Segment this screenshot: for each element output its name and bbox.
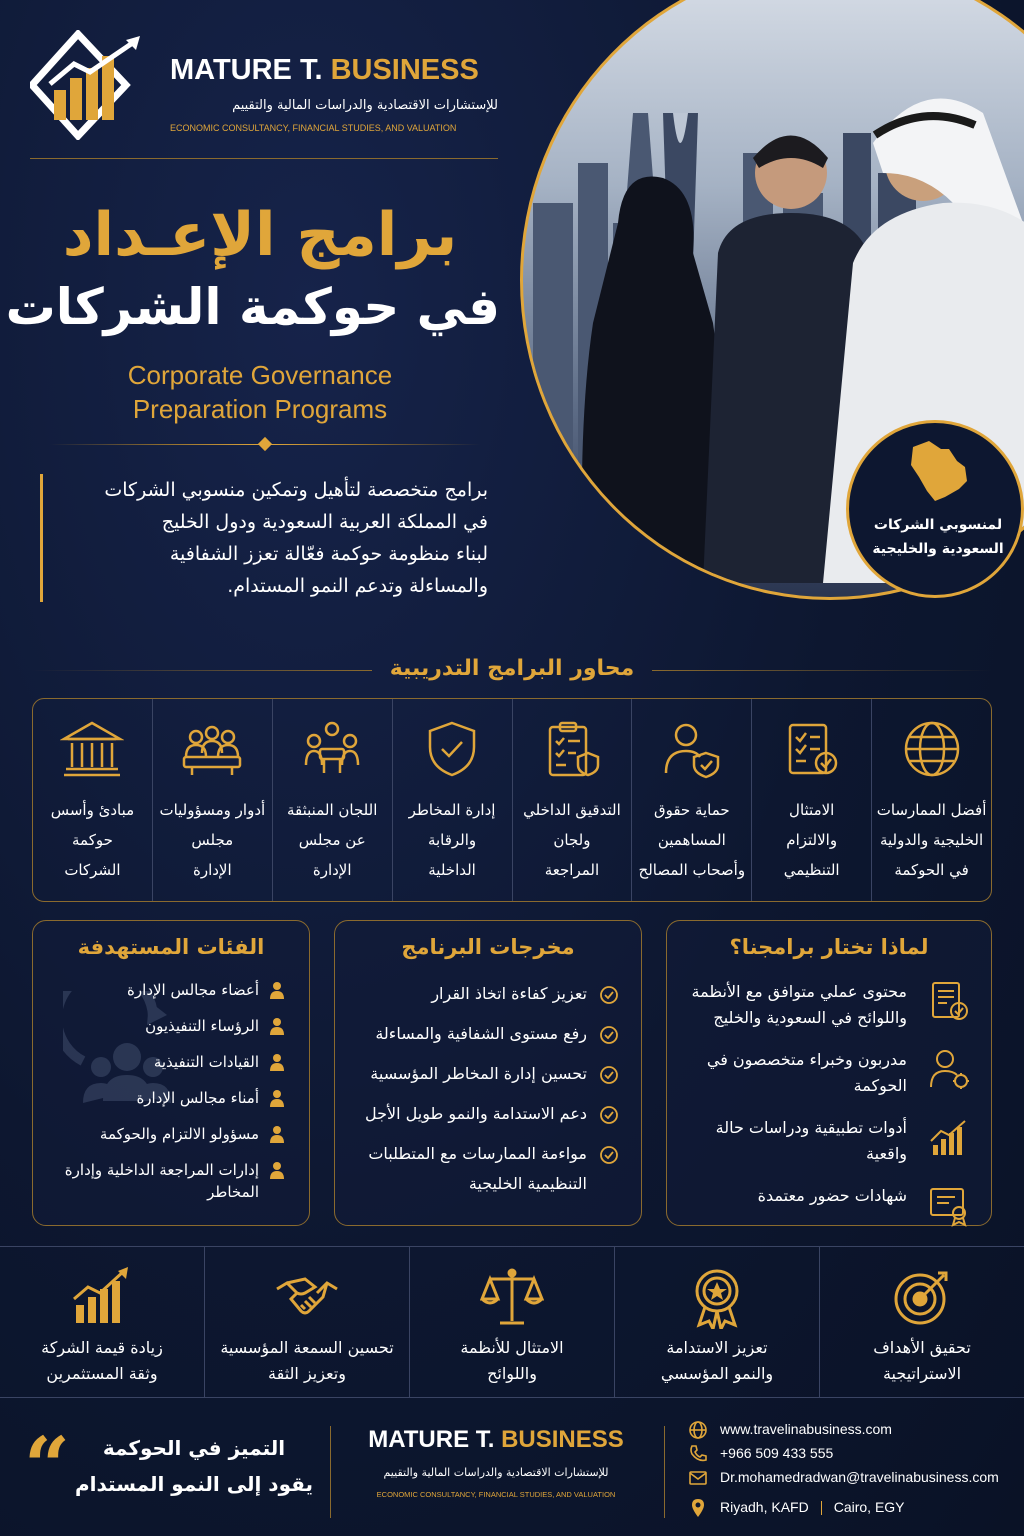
globe-icon <box>688 1420 708 1440</box>
footer-brand-tagline-ar: للإستشارات الاقتصادية والدراسات المالية والتقييم <box>383 1466 609 1479</box>
list-item-text: أمناء مجالس الإدارة <box>136 1089 259 1107</box>
axis-label <box>277 795 388 885</box>
shield-check-icon <box>420 717 484 781</box>
benefit-label <box>211 1335 403 1387</box>
axis-label-line: مجلس <box>191 831 234 849</box>
brand-tagline-en: ECONOMIC CONSULTANCY, FINANCIAL STUDIES, AND VALUATION <box>170 123 457 133</box>
target-groups-panel <box>32 920 310 1226</box>
benefit-label <box>826 1335 1018 1387</box>
axis-label-line: إدارة المخاطر <box>408 801 496 819</box>
axis-label-line: المساهمين <box>657 831 726 849</box>
person-icon <box>269 981 285 999</box>
intro-line: والمساءلة وتدعم النمو المستدام. <box>227 575 488 597</box>
person-icon <box>269 1053 285 1071</box>
list-item-text: شهادات حضور معتمدة <box>757 1186 907 1205</box>
list-item <box>687 979 971 1031</box>
location-pin-icon <box>688 1498 708 1518</box>
badge-line1: لمنسوبي الشركات <box>873 517 1003 533</box>
axis-label-line: حماية حقوق <box>653 801 730 819</box>
list-item <box>355 1059 621 1089</box>
growth-chart-icon <box>927 1115 971 1159</box>
email-icon <box>688 1468 708 1488</box>
list-item <box>53 1015 289 1037</box>
globe-icon <box>900 717 964 781</box>
title-ar-line2: في حوكمة الشركات <box>5 278 500 336</box>
checklist-icon <box>780 717 844 781</box>
list-item-text: القيادات التنفيذية <box>153 1053 259 1071</box>
benefit-label <box>416 1335 608 1387</box>
person-icon <box>269 1125 285 1143</box>
why-us-list <box>687 979 971 1249</box>
quote-line: يقود إلى النمو المستدام <box>74 1472 314 1496</box>
target-groups-title: الفئات المستهدفة <box>77 935 265 959</box>
benefit-label <box>6 1335 198 1387</box>
axis-label-line: الإدارة <box>312 861 352 879</box>
axis-item <box>33 699 152 901</box>
title-en-line2: Preparation Programs <box>132 394 388 424</box>
axes-title: محاور البرامج التدريبية <box>389 656 635 681</box>
benefit-item <box>819 1247 1024 1397</box>
brand-name: MATURE T. BUSINESS <box>170 54 479 86</box>
outcomes-title: مخرجات البرنامج <box>401 935 575 959</box>
document-check-icon <box>927 979 971 1023</box>
header-divider <box>30 158 498 159</box>
benefit-item <box>614 1247 819 1397</box>
logo-chart-icon <box>30 30 154 140</box>
intro-line: لبناء منظومة حوكمة فعّالة تعزز الشفافية <box>169 543 488 565</box>
list-item <box>355 1139 621 1199</box>
benefit-label-line: تعزيز الاستدامة <box>666 1338 768 1357</box>
list-item-text: أعضاء مجالس الإدارة <box>127 981 259 999</box>
benefit-label-line: الاستراتيجية <box>882 1364 962 1383</box>
list-item <box>687 1183 971 1233</box>
axis-item <box>631 699 751 901</box>
axis-label <box>397 795 508 885</box>
committee-icon <box>300 717 364 781</box>
location-riyadh: Riyadh, KAFD <box>720 1499 809 1515</box>
axis-item <box>751 699 871 901</box>
axis-label <box>636 795 747 885</box>
axis-item <box>512 699 632 901</box>
saudi-map-icon <box>905 437 971 507</box>
phone-number[interactable]: +966 509 433 555 <box>720 1445 834 1461</box>
axis-label-line: الإدارة <box>192 861 232 879</box>
benefit-label-line: تحقيق الأهداف <box>873 1338 971 1357</box>
check-circle-icon <box>599 1065 619 1085</box>
list-item-text: مواءمة الممارسات مع المتطلبات التنظيمية الخليجية <box>368 1144 587 1193</box>
audience-badge <box>846 420 1024 598</box>
list-item-text: إدارات المراجعة الداخلية وإدارة المخاطر <box>64 1161 259 1201</box>
list-item-text: دعم الاستدامة والنمو طويل الأجل <box>365 1104 587 1123</box>
clipboard-shield-icon <box>540 717 604 781</box>
axis-label-line: والرقابة <box>427 831 477 849</box>
benefit-label-line: وتعزيز الثقة <box>268 1364 346 1383</box>
axis-item <box>272 699 392 901</box>
list-item <box>687 1047 971 1099</box>
benefit-label-line: والنمو المؤسسي <box>660 1364 774 1383</box>
axis-label-line: وأصحاب المصالح <box>638 861 746 879</box>
target-icon <box>890 1265 954 1329</box>
axis-label-line: في الحوكمة <box>894 861 969 879</box>
target-groups-list <box>53 979 289 1217</box>
list-item <box>687 1115 971 1167</box>
email-link[interactable]: Dr.mohamedradwan@travelinabusiness.com <box>720 1469 999 1485</box>
benefit-label <box>621 1335 813 1387</box>
list-item-text: تحسين إدارة المخاطر المؤسسية <box>370 1064 587 1083</box>
contact-location <box>688 1498 1018 1518</box>
list-item <box>53 1051 289 1073</box>
scales-icon <box>480 1265 544 1329</box>
institution-icon <box>60 717 124 781</box>
benefit-label-line: وثقة المستثمرين <box>46 1364 158 1383</box>
list-item <box>53 1087 289 1109</box>
list-item-text: الرؤساء التنفيذيون <box>145 1017 259 1035</box>
list-item-text: مسؤولو الالتزام والحوكمة <box>99 1125 259 1143</box>
benefit-label-line: الامتثال للأنظمة <box>460 1338 564 1357</box>
benefit-item <box>0 1247 204 1397</box>
list-item <box>53 1159 289 1203</box>
title-ar-line1: برامج الإعـداد <box>62 200 458 270</box>
quote-mark-icon: “ <box>24 1419 71 1513</box>
axis-label-line: أدوار ومسؤوليات <box>159 801 266 819</box>
axes-divider-right <box>652 670 992 671</box>
training-axes-grid <box>32 698 992 902</box>
outcomes-list <box>355 979 621 1209</box>
axis-label-line: مبادئ وأسس <box>50 801 135 819</box>
outcomes-panel <box>334 920 642 1226</box>
list-item <box>355 1019 621 1049</box>
location-separator <box>821 1501 822 1515</box>
phone-icon <box>688 1444 708 1464</box>
axis-label <box>756 795 867 885</box>
brand-logo[interactable] <box>30 30 500 140</box>
expert-icon <box>927 1047 971 1091</box>
list-item-text: محتوى عملي متوافق مع الأنظمة واللوائح في السعودية والخليج <box>691 982 907 1027</box>
title-divider-diamond <box>258 437 272 451</box>
axis-label-line: اللجان المنبثقة <box>287 801 378 819</box>
check-circle-icon <box>599 985 619 1005</box>
axis-item <box>152 699 272 901</box>
axis-label-line: أفضل الممارسات <box>876 801 987 819</box>
axis-label-line: ولجان <box>553 831 591 849</box>
list-item-text: رفع مستوى الشفافية والمساءلة <box>375 1024 587 1043</box>
locations <box>720 1499 905 1515</box>
axis-label-line: التنظيمي <box>783 861 840 879</box>
check-circle-icon <box>599 1025 619 1045</box>
list-item-text: مدربون وخبراء متخصصون في الحوكمة <box>706 1050 907 1095</box>
title-en-line1: Corporate Governance <box>127 360 393 390</box>
axis-label-line: الامتثال <box>789 801 835 819</box>
check-circle-icon <box>599 1145 619 1165</box>
list-item-text: تعزيز كفاءة اتخاذ القرار <box>431 984 587 1003</box>
intro-text <box>40 474 488 602</box>
benefit-label-line: تحسين السمعة المؤسسية <box>220 1338 394 1357</box>
check-circle-icon <box>599 1105 619 1125</box>
axis-label-line: والالتزام <box>786 831 838 849</box>
axis-label-line: المراجعة <box>544 861 600 879</box>
benefit-item <box>409 1247 614 1397</box>
contact-phone[interactable] <box>688 1444 1018 1464</box>
award-icon <box>685 1265 749 1329</box>
footer-quote <box>70 1430 318 1502</box>
axis-label <box>37 795 148 885</box>
website-link[interactable]: www.travelinabusiness.com <box>720 1421 892 1437</box>
footer-divider <box>330 1426 331 1518</box>
person-icon <box>269 1161 285 1179</box>
list-item <box>355 1099 621 1129</box>
location-cairo: Cairo, EGY <box>833 1499 905 1515</box>
contact-website[interactable] <box>688 1420 1018 1440</box>
benefit-label-line: واللوائح <box>487 1364 537 1383</box>
axis-label-line: الشركات <box>64 861 121 879</box>
axis-item <box>392 699 512 901</box>
axis-label <box>517 795 628 885</box>
footer-divider <box>664 1426 665 1518</box>
benefit-label-line: زيادة قيمة الشركة <box>41 1338 163 1357</box>
axis-label-line: الخليجية والدولية <box>879 831 984 849</box>
badge-line2: السعودية والخليجية <box>872 541 1004 557</box>
contact-email[interactable] <box>688 1468 1018 1488</box>
intro-line: برامج متخصصة لتأهيل وتمكين منسوبي الشركات <box>104 479 488 501</box>
badge-text <box>849 513 1024 561</box>
certificate-icon <box>927 1183 971 1227</box>
axis-label-line: حوكمة <box>71 831 113 849</box>
brand-tagline-ar: للإستشارات الاقتصادية والدراسات المالية والتقييم <box>232 98 498 113</box>
intro-line: في المملكة العربية السعودية ودول الخليج <box>161 511 488 533</box>
axis-label <box>157 795 268 885</box>
footer-brand-tagline-en: ECONOMIC CONSULTANCY, FINANCIAL STUDIES, AND VALUATION <box>376 1490 616 1499</box>
user-shield-icon <box>660 717 724 781</box>
title-en <box>20 358 500 426</box>
axis-label-line: التدقيق الداخلي <box>523 801 621 819</box>
why-us-title: لماذا تختار برامجنا؟ <box>729 935 929 959</box>
list-item-text: أدوات تطبيقية ودراسات حالة واقعية <box>715 1118 907 1163</box>
axis-label-line: عن مجلس <box>298 831 366 849</box>
axis-label <box>876 795 987 885</box>
person-icon <box>269 1017 285 1035</box>
list-item <box>355 979 621 1009</box>
why-us-panel <box>666 920 992 1226</box>
list-item <box>53 1123 289 1145</box>
handshake-icon <box>275 1265 339 1329</box>
boardroom-icon <box>180 717 244 781</box>
benefits-strip <box>0 1246 1024 1398</box>
benefit-item <box>204 1247 409 1397</box>
person-icon <box>269 1089 285 1107</box>
footer-brand-name[interactable]: MATURE T. BUSINESS <box>368 1426 624 1453</box>
bar-growth-icon <box>70 1265 134 1329</box>
axis-item <box>871 699 991 901</box>
axis-label-line: الداخلية <box>428 861 476 879</box>
list-item <box>53 979 289 1001</box>
quote-line: التميز في الحوكمة <box>102 1436 286 1460</box>
